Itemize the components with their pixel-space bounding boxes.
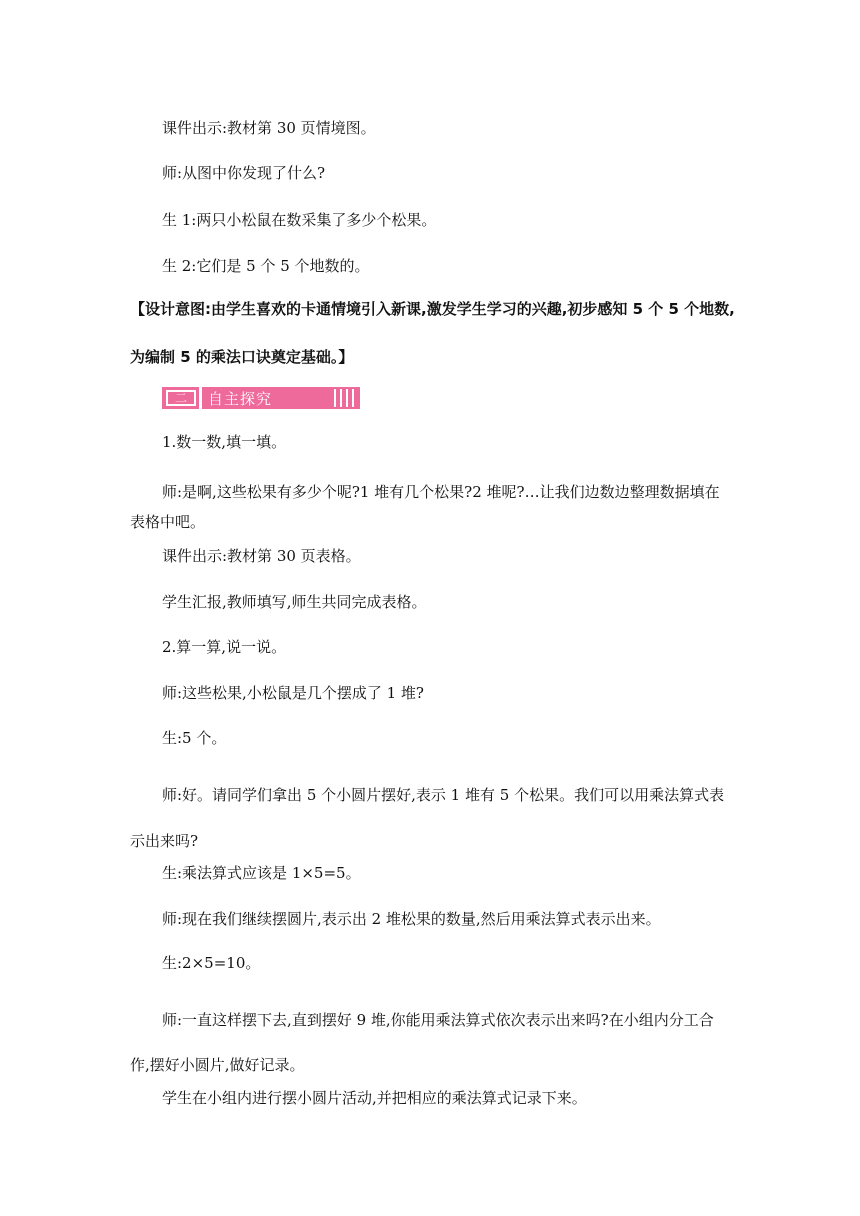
text-line: 师:从图中你发现了什么? [162,164,326,182]
text-paragraph: 师:好。请同学们拿出 5 个小圆片摆好,表示 1 堆有 5 个松果。我们可以用乘法算式表示出来吗? [130,786,725,850]
text-line: 生 2:它们是 5 个 5 个地数的。 [162,257,370,275]
text-paragraph: 师:一直这样摆下去,直到摆好 9 堆,你能用乘法算式依次表示出来吗?在小组内分工合作,摆好小圆片,做好记录。 [130,1011,714,1074]
text-line: 生:乘法算式应该是 1×5=5。 [162,864,361,882]
text-paragraph: 师:是啊,这些松果有多少个呢?1 堆有几个松果?2 堆呢?…让我们边数边整理数据填在表格中吧。 [130,483,720,531]
banner-decoration [334,389,354,407]
text-line: 课件出示:教材第 30 页表格。 [162,547,361,565]
text-line: 课件出示:教材第 30 页情境图。 [162,119,376,137]
text-line: 师:现在我们继续摆圆片,表示出 2 堆松果的数量,然后用乘法算式表示出来。 [162,910,661,928]
text-line: 1.数一数,填一填。 [162,433,287,451]
section-banner [162,387,360,409]
text-line: 生:2×5=10。 [162,954,261,972]
text-line: 2.算一算,说一说。 [162,638,287,656]
text-line: 学生在小组内进行摆小圆片活动,并把相应的乘法算式记录下来。 [162,1089,587,1107]
section-title: 自主探究 [208,389,273,408]
text-line: 师:这些松果,小松鼠是几个摆成了 1 堆? [162,684,424,702]
design-intent-note: 【设计意图:由学生喜欢的卡通情境引入新课,激发学生学习的兴趣,初步感知 5 个 5 个地数,为编制 5 的乘法口诀奠定基础。】 [130,300,735,366]
section-number: 二 [166,390,196,406]
text-line: 生:5 个。 [162,729,227,747]
text-line: 生 1:两只小松鼠在数采集了多少个松果。 [162,211,437,229]
banner-divider [199,387,202,409]
text-line: 学生汇报,教师填写,师生共同完成表格。 [162,593,427,611]
